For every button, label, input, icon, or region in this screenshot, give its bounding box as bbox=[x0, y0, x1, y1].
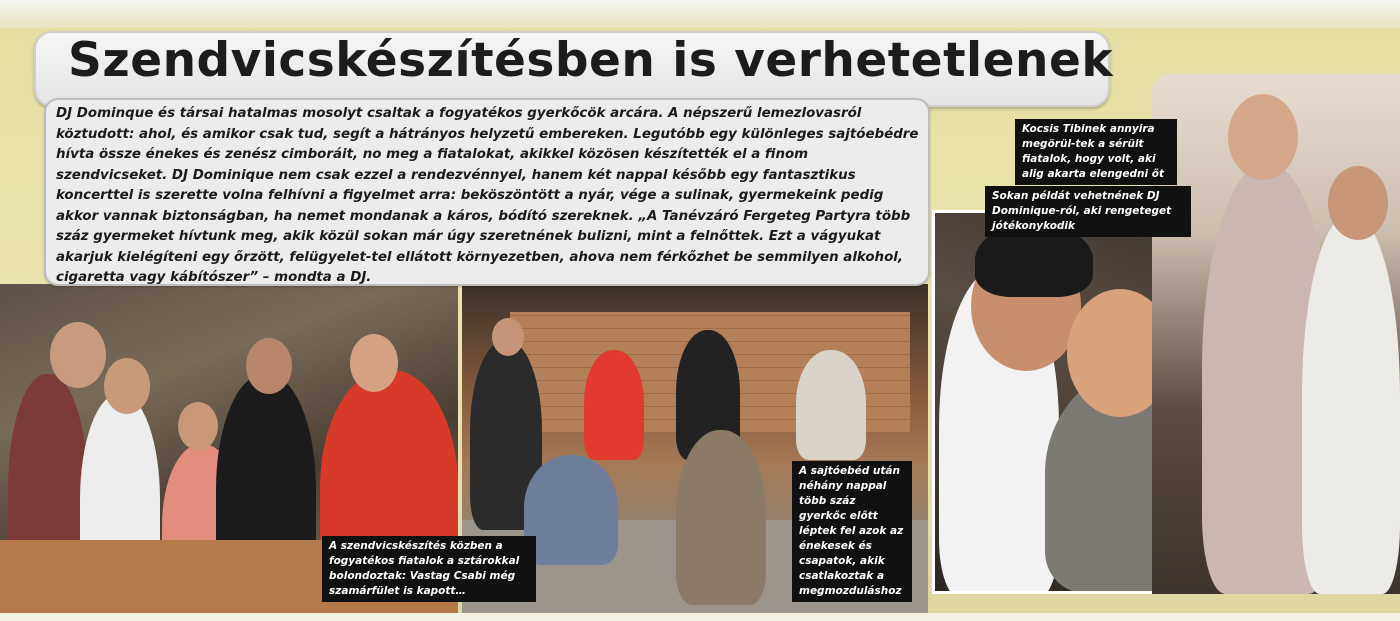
person-head bbox=[246, 338, 292, 394]
person-silhouette bbox=[796, 350, 866, 460]
person-head bbox=[50, 322, 106, 388]
person-head bbox=[350, 334, 398, 392]
caption-concert: A sajtóebéd után néhány nappal több száz gyerkőc előtt léptek fel azok az énekesek és csapatok, akik csatlakoztak a megmozduláshoz bbox=[792, 461, 912, 602]
photo-kocsis-tibi bbox=[1152, 74, 1400, 594]
person-head bbox=[492, 318, 524, 356]
person-head bbox=[1228, 94, 1298, 180]
person-silhouette bbox=[524, 455, 618, 565]
person-silhouette bbox=[676, 430, 766, 605]
caption-example: Sokan példát vehetnének DJ Dominique-ról, aki rengeteget jótékonykodik bbox=[985, 186, 1191, 237]
headline: Szendvicskészítésben is verhetetlenek bbox=[68, 33, 1114, 88]
caption-kocsis: Kocsis Tibinek annyira megörül-tek a sérült fiatalok, hogy volt, aki alig akarta elengedni őt bbox=[1015, 119, 1177, 185]
person-head bbox=[178, 402, 218, 450]
person-silhouette bbox=[584, 350, 644, 460]
person-silhouette bbox=[1302, 214, 1400, 594]
person-head bbox=[104, 358, 150, 414]
page-bottom-edge bbox=[0, 613, 1400, 621]
person-head bbox=[1328, 166, 1388, 240]
top-band bbox=[0, 0, 1400, 28]
caption-sandwich: A szendvicskészítés közben a fogyatékos fiatalok a sztárokkal bolondoztak: Vastag Csabi még szamárfület is kapott… bbox=[322, 536, 536, 602]
lead-paragraph: DJ Dominque és társai hatalmas mosolyt csaltak a fogyatékos gyerkőcök arcára. A népszerű lemezlovasról köztudott: ahol, és amikor csak tud, segít a hátrányos helyzetű embereken. Legutóbb egy különleges sajtóebédre hívta össze énekes és zenész cimboráit, no meg a fiatalokat, akikkel közösen készítették el a finom szendvicseket. DJ Dominique nem csak ezzel a rendezvénnyel, hanem két nappal később egy fantasztikus koncerttel is szerette volna felhívni a figyelmet arra: beköszöntött a nyár, vége a sulinak, gyermekeink pedig akkor vannak biztonságban, ha nemet mondanak a káros, bódító szereknek. „A Tanévzáró Fergeteg Partyra több száz gyermeket hívtunk meg, akik közül sokan már úgy szeretnének bulizni, mint a felnőttek. Ezt a vágyukat akarjuk kielégíteni egy őrzött, felügyelet-tel ellátott környezetben, ahova nem férkőzhet be semmilyen alkohol, cigaretta vagy kábítószer” – mondta a DJ. bbox=[56, 106, 919, 285]
